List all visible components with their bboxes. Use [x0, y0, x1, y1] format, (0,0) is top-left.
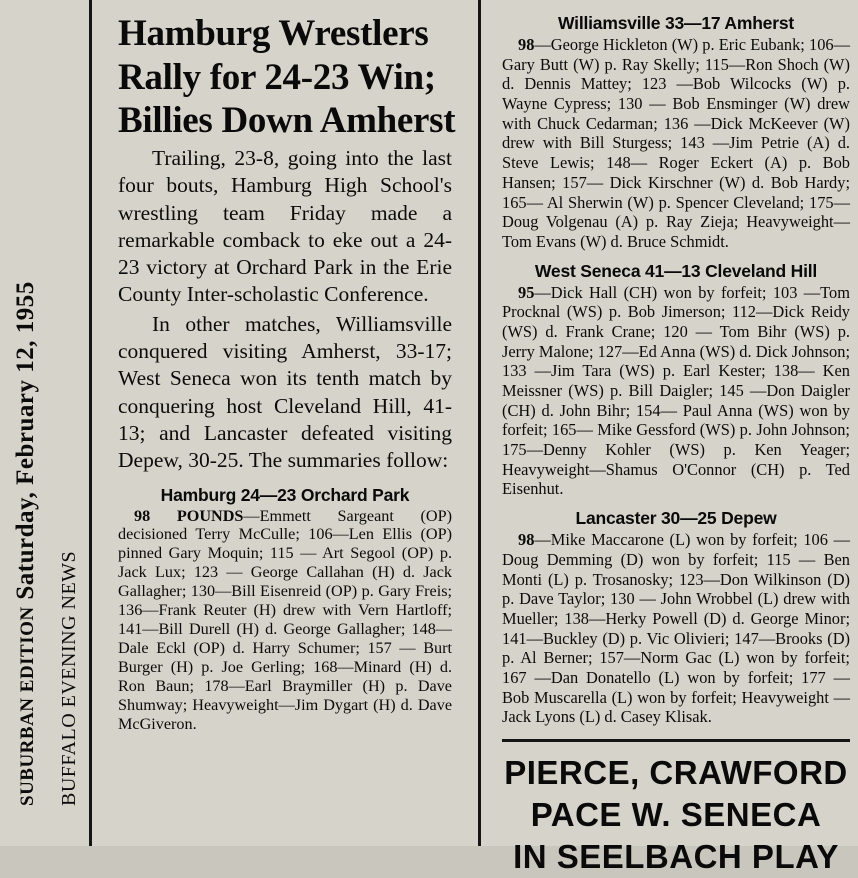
summary-title-lancaster: Lancaster 30—25 Depew — [575, 508, 777, 529]
summary-results-lancaster — [502, 530, 850, 727]
masthead-date: Saturday, February 12, 1955 — [12, 281, 39, 600]
headline-line-2: Rally for 24-23 Win; — [118, 56, 436, 98]
masthead-strip — [0, 0, 92, 846]
headline-line-1: Hamburg Wrestlers — [118, 13, 429, 54]
masthead-paper-name: BUFFALO EVENING NEWS — [58, 550, 80, 806]
summary-lead-williamsville: 98 — [518, 35, 535, 54]
next-article-headline — [502, 752, 850, 878]
article-paragraph: Trailing, 23-8, going into the last four bouts, Hamburg High School's wrestling team Friday made a remarkable comback to eke out a 24-23 victory at Orchard Park in the Erie County Inter-scholastic Conference. — [118, 145, 452, 307]
column-top-spacer — [502, 0, 850, 4]
masthead-edition-and-date — [12, 281, 40, 806]
summary-lead-lancaster: 98 — [518, 530, 535, 550]
next-headline-line-3: IN SEELBACH PLAY — [513, 837, 839, 875]
summary-title-hamburg: Hamburg 24—23 Orchard Park — [160, 484, 410, 505]
column-divider — [478, 0, 481, 846]
summary-text-hamburg: —Emmett Sargeant (OP) decisioned Terry McCulle; 106—Len Ellis (OP) pinned Gary Moquin; 115 — Art Segool (OP) p. Jack Lux; 123 — George Callahan (H) d. Jack Gallagher; 130—Bill Eisenreid (OP) p. Gary Freis; 136—Frank Reuter (H) drew with Vern Hartloff; 141—Bill Durell (H) d. George Gallagher; 148—Dale Eckl (OP) d. Harry Schumer; 157 — Burt Burger (H) p. Joe Gerling; 168—Minard (H) d. Ron Baun; 178—Earl Braymiller (H) p. Dave Shumway; Heavyweight—Jim Dygart (H) d. Dave McGiveron. — [118, 506, 452, 734]
summary-title-williamsville: Williamsville 33—17 Amherst — [558, 13, 794, 33]
next-headline-line-1: PIERCE, CRAWFORD — [504, 754, 848, 791]
summary-lead-hamburg: 98 POUNDS — [134, 506, 244, 525]
summary-results-hamburg — [118, 507, 452, 734]
summary-results-west-seneca — [502, 283, 850, 500]
banner-divider — [502, 739, 850, 742]
next-headline-line-2: PACE W. SENECA — [530, 795, 822, 833]
summary-text-lancaster: —Mike Maccarone (L) won by forfeit; 106 — Doug Demming (D) won by forfeit; 115 — Ben Monti (L) p. Trosanosky; 123—Don Wilkinson (D) p. Dave Taylor; 130 — John Wrobbel (L) drew with Mueller; 138—Herky Powell (D) d. George Minor; 141—Buckley (D) p. Vic Olivieri; 147—Brooks (D) p. Al Berner; 157—Norm Gac (L) won by forfeit; 167 —Dan Donatello (L) won by forfeit; 177 — Bob Muscarella (L) won by forfeit; Heavyweight — Jack Lyons (L) d. Casey Klisak. — [502, 530, 850, 727]
summary-results-williamsville — [502, 35, 850, 252]
summary-title-west-seneca: West Seneca 41—13 Cleveland Hill — [534, 260, 818, 281]
headline-line-3: Billies Down Amherst — [118, 100, 456, 142]
masthead-edition-label: SUBURBAN EDITION — [17, 606, 38, 806]
article-paragraph: In other matches, Williamsville conquered visiting Amherst, 33-17; West Seneca won its tenth match by conquering host Cleveland Hill, 41-13; and Lancaster defeated visiting Depew, 30-25. The summaries follow: — [118, 311, 452, 473]
summary-lead-west-seneca: 95 — [518, 282, 535, 302]
article-column-right — [492, 0, 858, 875]
article-column-left — [104, 6, 464, 844]
summary-text-williamsville: —George Hickleton (W) p. Eric Eubank; 106—Gary Butt (W) p. Ray Skelly; 115—Ron Shoch (W) d. Dennis Mattey; 123 —Bob Wilcocks (W) p. Wayne Cypress; 130 — Bob Ensminger (W) drew with Chuck Cedarman; 136 —Dick McKeever (W) drew with Bill Sturgess; 143 —Jim Petrie (A) d. Steve Lewis; 148— Roger Eckert (A) p. Bob Hansen; 157— Dick Kirschner (W) d. Bob Hardy; 165— Al Sherwin (W) p. Spencer Cleveland; 175—Doug Volgenau (A) p. Ray Zieja; Heavyweight—Tom Evans (W) d. Bruce Schmidt. — [502, 35, 850, 251]
summary-text-west-seneca: —Dick Hall (CH) won by forfeit; 103 —Tom Procknal (WS) p. Bob Jimerson; 112—Dick Reidy (WS) d. Frank Crane; 120 — Tom Bihr (WS) p. Jerry Malone; 127—Ed Anna (WS) d. Dick Johnson; 133 —Jim Tara (WS) p. Earl Kester; 138— Ken Meissner (WS) p. Bill Daigler; 145 —Don Daigler (CH) d. John Bihr; 154— Paul Anna (WS) won by forfeit; 165— Mike Gessford (WS) p. John Johnson; 175—Denny Kohler (WS) p. Ken Yeager; Heavyweight—Shamus O'Connor (CH) p. Ted Eisenhut. — [502, 282, 850, 499]
article-body — [118, 145, 452, 475]
article-headline — [118, 12, 456, 143]
